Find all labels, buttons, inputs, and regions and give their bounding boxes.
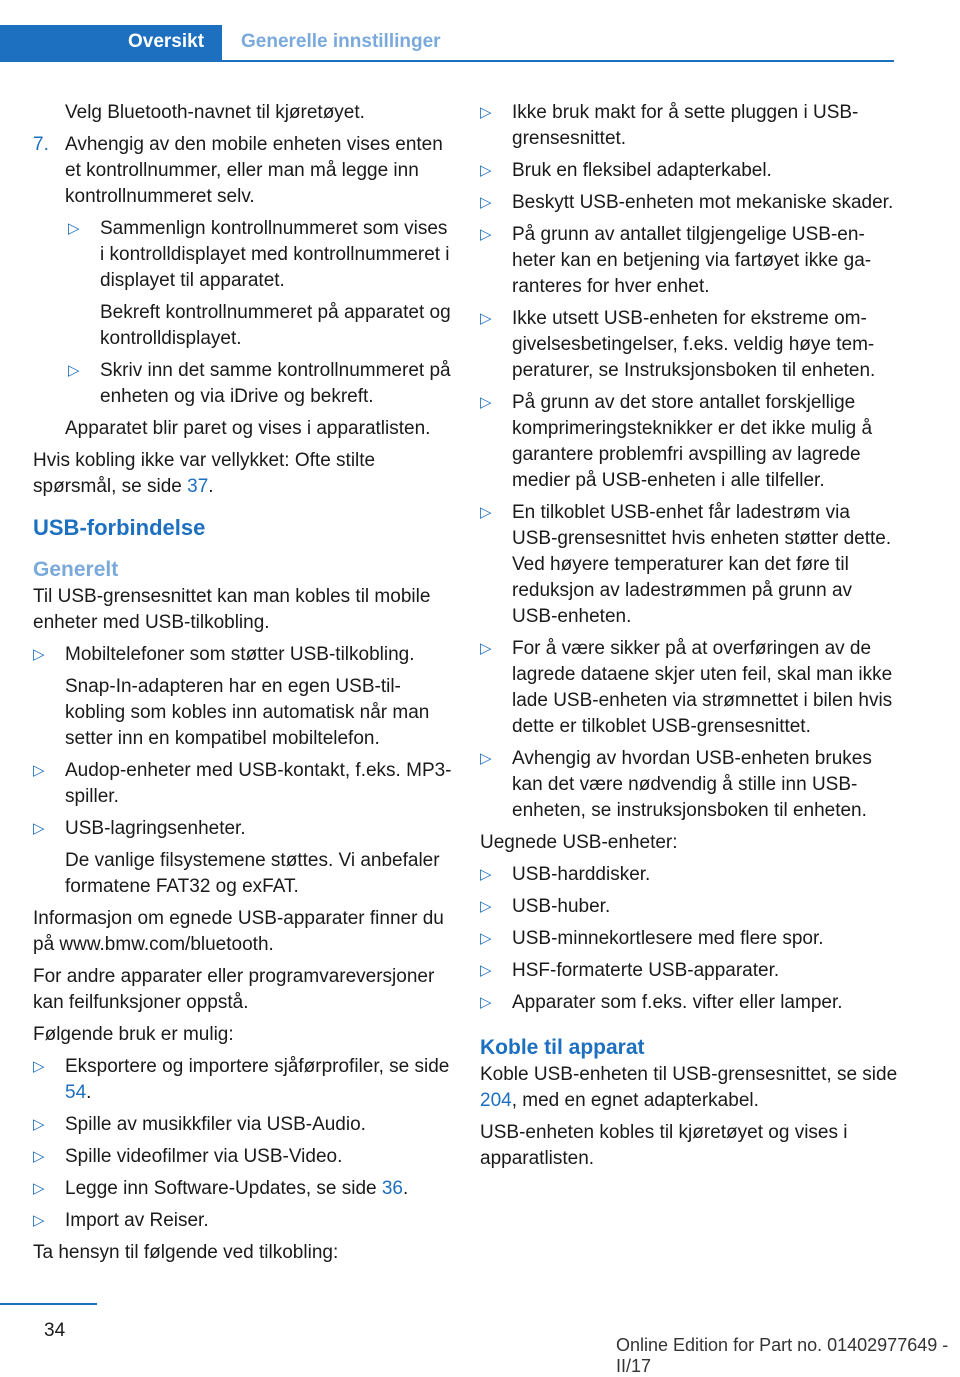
bullet-triangle-icon: ▷ (33, 1058, 45, 1075)
list-item-text: USB-harddisker. (512, 864, 651, 885)
list-item (480, 390, 900, 494)
tab-generelle-innstillinger[interactable]: Generelle innstillinger (241, 31, 441, 52)
bullet-triangle-icon: ▷ (480, 226, 492, 243)
list-item-text: Mobiltelefoner som støtter USB-tilkobling. (65, 644, 415, 665)
list-item-continuation: Snap-In-adapteren har en egen USB-tilkobling som kobles inn automatisk når man setter inn en kompatibel mobiltelefon. (65, 676, 430, 749)
paired-text: Apparatet blir paret og vises i apparatlisten. (65, 418, 431, 439)
list-item (480, 222, 900, 300)
bullet-triangle-icon: ▷ (480, 194, 492, 211)
failure-note (33, 448, 453, 500)
bullet-triangle-icon: ▷ (480, 310, 492, 327)
page-link[interactable]: 204 (480, 1090, 512, 1111)
step-7-text: Avhengig av den mobile enheten vises enten et kontrollnummer, eller man må legge inn kontrollnummeret selv. (65, 134, 443, 207)
connect-text: Koble USB-enheten til USB-grensesnittet, se side (480, 1064, 898, 1085)
list-item-text: USB-lagringsenheter. (65, 818, 246, 839)
bullet-triangle-icon: ▷ (480, 898, 492, 915)
bullet-triangle-icon: ▷ (33, 1180, 45, 1197)
bullet-triangle-icon: ▷ (33, 1116, 45, 1133)
usb-intro: Til USB-grensesnittet kan man kobles til mobile enheter med USB-tilkobling. (33, 586, 431, 633)
list-item (33, 1054, 453, 1106)
list-item (480, 636, 900, 740)
bullet-triangle-icon: ▷ (33, 820, 45, 837)
list-item-text: For å være sikker på at overføringen av de lagrede dataene skjer uten feil, skal man ikke lade USB-enheten via strømnettet i bilen hvis dette er tilkoblet USB-grensesnittet. (512, 638, 893, 737)
info-paragraph: Informasjon om egnede USB-apparater finner du på www.bmw.com/bluetooth. (33, 908, 444, 955)
page-link[interactable]: 36 (381, 1178, 403, 1199)
period: . (86, 1082, 92, 1103)
footer-divider (0, 1303, 97, 1305)
edition-text: Online Edition for Part no. 01402977649 - II/17 (616, 1335, 949, 1376)
list-item (33, 1112, 453, 1138)
step-number: 7. (33, 134, 49, 155)
list-item-text: Ikke bruk makt for å sette pluggen i USB-grensesnittet. (512, 102, 859, 149)
list-item (33, 1144, 453, 1170)
connected-paragraph: USB-enheten kobles til kjøretøyet og vises i apparatlisten. (480, 1122, 848, 1169)
tab-oversikt-label[interactable]: Oversikt (128, 31, 205, 52)
list-item (480, 862, 900, 888)
sub-item-enter (33, 358, 453, 410)
list-item (480, 894, 900, 920)
page-number: 34 (44, 1320, 66, 1341)
bt-name-step: Velg Bluetooth-navnet til kjøretøyet. (65, 102, 365, 123)
bullet-triangle-icon: ▷ (480, 504, 492, 521)
list-item-text: En tilkoblet USB-enhet får ladestrøm via USB-grensesnittet hvis enheten støtter dette. Ved høyere temperaturer kan det føre til reduksjon av ladestrømmen på grunn av USB-enheten. (512, 502, 892, 627)
right-column (480, 100, 900, 1178)
bullet-triangle-icon: ▷ (480, 962, 492, 979)
bullet-triangle-icon: ▷ (480, 866, 492, 883)
list-item (33, 816, 453, 842)
page-link[interactable]: 37 (187, 476, 209, 497)
failure-note-text: Hvis kobling ikke var vellykket: Ofte stilte spørsmål, se side (33, 450, 376, 497)
period: . (208, 476, 214, 497)
list-item-text: Bruk en fleksibel adapterkabel. (512, 160, 772, 181)
list-item (480, 500, 900, 630)
other-devices-paragraph: For andre apparater eller programvareversjoner kan feilfunksjoner oppstå. (33, 966, 435, 1013)
period: . (403, 1178, 409, 1199)
bullet-triangle-icon: ▷ (480, 930, 492, 947)
bullet-triangle-icon: ▷ (480, 394, 492, 411)
list-item (480, 100, 900, 152)
bullet-triangle-icon: ▷ (33, 1212, 45, 1229)
bullet-triangle-icon: ▷ (33, 1148, 45, 1165)
page-link[interactable]: 54 (65, 1082, 87, 1103)
sub-item-continuation: Bekreft kontrollnummeret på apparatet og kontrolldisplayet. (100, 302, 451, 349)
connect-paragraph (480, 1062, 900, 1114)
list-item-text: Import av Reiser. (65, 1210, 209, 1231)
list-item-text: USB-minnekortlesere med flere spor. (512, 928, 824, 949)
list-item (33, 758, 453, 810)
bullet-triangle-icon: ▷ (33, 646, 45, 663)
list-item-text: Ikke utsett USB-enheten for ekstreme omgivelsesbetingelser, f.eks. veldig høye temperaturer, se Instruksjonsboken til enheten. (512, 308, 876, 381)
unsuitable-intro: Uegnede USB-enheter: (480, 832, 678, 853)
list-item-text: Beskytt USB-enheten mot mekaniske skader. (512, 192, 894, 213)
bullet-triangle-icon: ▷ (68, 362, 80, 379)
header-divider (0, 60, 894, 62)
bullet-triangle-icon: ▷ (480, 104, 492, 121)
list-item (480, 158, 900, 184)
bullet-triangle-icon: ▷ (33, 762, 45, 779)
list-item (480, 990, 900, 1016)
list-item-text: Avhengig av hvordan USB-enheten brukes kan det være nødvendig å stille inn USB-enheten, se instruksjonsboken til enheten. (512, 748, 872, 821)
uses-intro: Følgende bruk er mulig: (33, 1024, 234, 1045)
list-item-text: USB-huber. (512, 896, 611, 917)
sub-item-text: Skriv inn det samme kontrollnummeret på enheten og via iDrive og bekreft. (100, 360, 451, 407)
list-item (480, 190, 900, 216)
list-item-text: Eksportere og importere sjåførprofiler, se side (65, 1056, 450, 1077)
list-item-text: Audop-enheter med USB-kontakt, f.eks. MP3-spiller. (65, 760, 452, 807)
bullet-triangle-icon: ▷ (480, 994, 492, 1011)
page-header (0, 0, 960, 62)
list-item-continuation: De vanlige filsystemene støttes. Vi anbefaler formatene FAT32 og exFAT. (65, 850, 440, 897)
list-item-text: Spille av musikkfiler via USB-Audio. (65, 1114, 366, 1135)
list-item-text: Apparater som f.eks. vifter eller lamper. (512, 992, 843, 1013)
bullet-triangle-icon: ▷ (480, 640, 492, 657)
bullet-triangle-icon: ▷ (68, 220, 80, 237)
sub-item-compare (33, 216, 453, 294)
connection-note: Ta hensyn til følgende ved tilkobling: (33, 1242, 339, 1263)
step-7 (33, 132, 453, 210)
list-item-text: Legge inn Software-Updates, se side (65, 1178, 382, 1199)
list-item (480, 746, 900, 824)
list-item (480, 306, 900, 384)
left-column (33, 100, 453, 1272)
list-item-text: På grunn av antallet tilgjengelige USB-enheter kan en betjening via fartøyet ikke garanteres for hver enhet. (512, 224, 872, 297)
list-item (33, 642, 453, 668)
bullet-triangle-icon: ▷ (480, 750, 492, 767)
bullet-triangle-icon: ▷ (480, 162, 492, 179)
list-item (33, 1208, 453, 1234)
list-item-text: På grunn av det store antallet forskjellige komprimeringsteknikker er det ikke mulig å garantere problemfri avspilling av lagrede medier på USB-enheten i alle tilfeller. (512, 392, 873, 491)
connect-text-end: , med en egnet adapterkabel. (511, 1090, 759, 1111)
list-item-text: HSF-formaterte USB-apparater. (512, 960, 780, 981)
list-item (33, 1176, 453, 1202)
section-title: USB-forbindelse (33, 515, 206, 540)
sub-item-text: Sammenlign kontrollnummeret som vises i kontrolldisplayet med kontrollnummeret i displayet til apparatet. (100, 218, 450, 291)
connect-section-title: Koble til apparat (480, 1036, 645, 1059)
subsection-title: Generelt (33, 558, 119, 581)
list-item (480, 958, 900, 984)
list-item (480, 926, 900, 952)
list-item-text: Spille videofilmer via USB-Video. (65, 1146, 343, 1167)
